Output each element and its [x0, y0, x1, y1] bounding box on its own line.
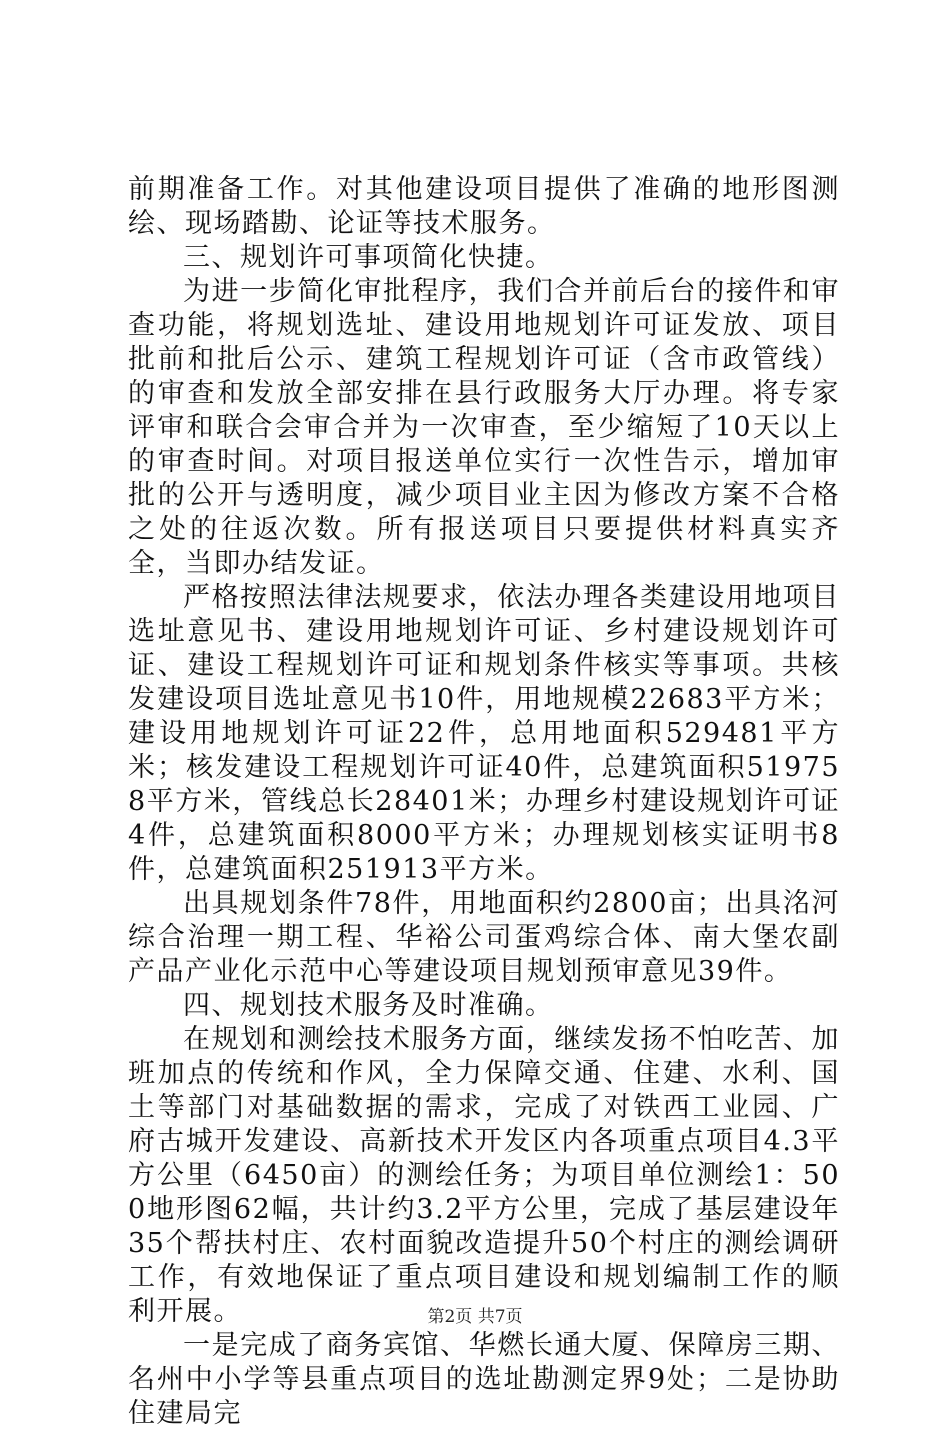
paragraph-site-survey: 一是完成了商务宾馆、华燃长通大厦、保障房三期、名州中小学等县重点项目的选址勘测定界9处；二是协助住建局完 — [128, 1330, 840, 1429]
paragraph-continuation: 前期准备工作。对其他建设项目提供了准确的地形图测绘、现场踏勘、论证等技术服务。 — [128, 174, 840, 239]
section-heading-4: 四、规划技术服务及时准确。 — [183, 990, 554, 1021]
paragraph-technical-services: 在规划和测绘技术服务方面，继续发扬不怕吃苦、加班加点的传统和作风，全力保障交通、住建、水利、国土等部门对基础数据的需求，完成了对铁西工业园、广府古城开发建设、高新技术开发区内各项重点项目4.3平方公里（6450亩）的测绘任务；为项目单位测绘1：500地形图62幅，共计约3.2平方公里，完成了基层建设年35个帮扶村庄、农村面貌改造提升50个村庄的测绘调研工作，有效地保证了重点项目建设和规划编制工作的顺利开展。 — [128, 1024, 840, 1327]
section-heading-3: 三、规划许可事项简化快捷。 — [183, 242, 554, 273]
paragraph-permits-issued: 严格按照法律法规要求，依法办理各类建设用地项目选址意见书、建设用地规划许可证、乡村建设规划许可证、建设工程规划许可证和规划条件核实等事项。共核发建设项目选址意见书10件，用地规模22683平方米；建设用地规划许可证22件，总用地面积529481平方米；核发建设工程规划许可证40件，总建筑面积519758平方米，管线总长28401米；办理乡村建设规划许可证4件，总建筑面积8000平方米；办理规划核实证明书8件，总建筑面积251913平方米。 — [128, 582, 840, 885]
document-body — [128, 173, 840, 1431]
paragraph-approval-simplification: 为进一步简化审批程序，我们合并前后台的接件和审查功能，将规划选址、建设用地规划许可证发放、项目批前和批后公示、建筑工程规划许可证（含市政管线）的审查和发放全部安排在县行政服务大厅办理。将专家评审和联合会审合并为一次审查，至少缩短了10天以上的审查时间。对项目报送单位实行一次性告示，增加审批的公开与透明度，减少项目业主因为修改方案不合格之处的往返次数。所有报送项目只要提供材料真实齐全，当即办结发证。 — [128, 276, 840, 579]
paragraph-planning-conditions: 出具规划条件78件，用地面积约2800亩；出具洺河综合治理一期工程、华裕公司蛋鸡综合体、南大堡农副产品产业化示范中心等建设项目规划预审意见39件。 — [128, 888, 840, 987]
page-number-footer: 第2页 共7页 — [427, 1307, 523, 1327]
